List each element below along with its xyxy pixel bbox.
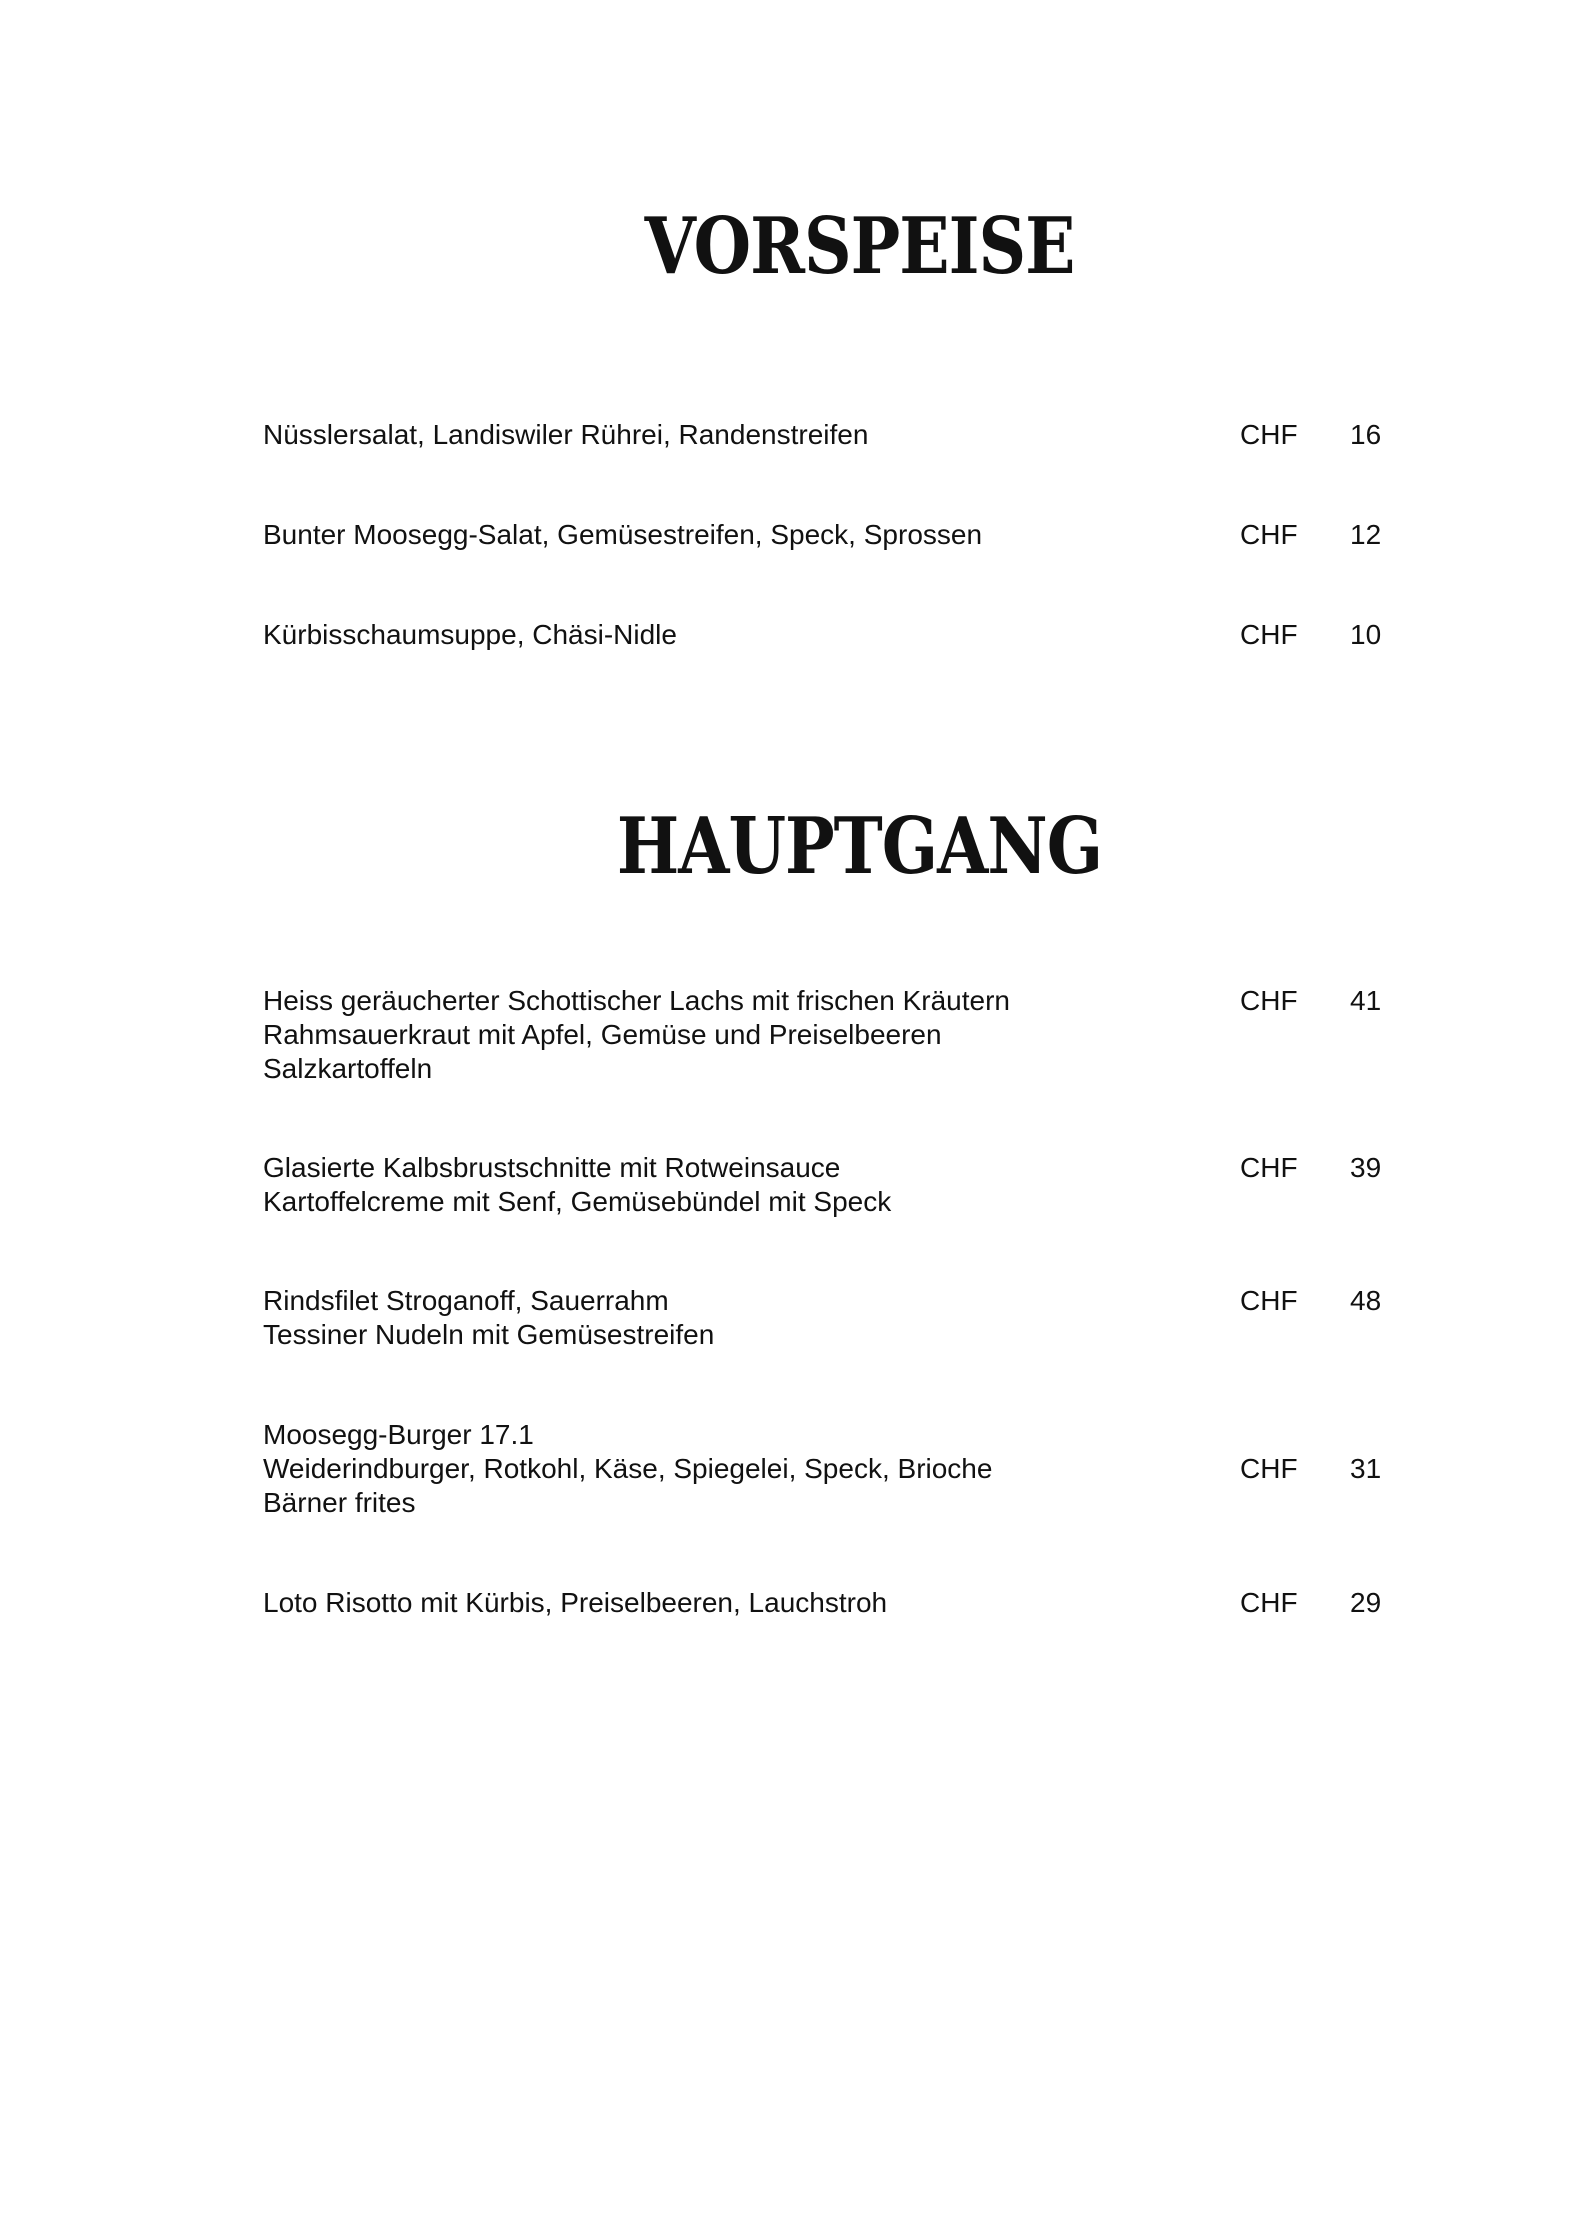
menu-item-description (263, 1586, 1163, 1620)
menu-item-description (263, 1284, 1163, 1352)
menu-item-price: 16 (1350, 419, 1382, 450)
menu-item-currency: CHF (1240, 1453, 1298, 1484)
menu-item-line: Bärner frites (263, 1487, 416, 1518)
menu-item-currency: CHF (1240, 1587, 1298, 1618)
menu-item-description (263, 618, 1163, 652)
menu-item-currency: CHF (1240, 1285, 1298, 1316)
menu-item-price: 29 (1350, 1587, 1382, 1618)
menu-item-line: Tessiner Nudeln mit Gemüsestreifen (263, 1319, 715, 1350)
menu-item-currency: CHF (1240, 419, 1298, 450)
menu-item-line: Rahmsauerkraut mit Apfel, Gemüse und Preiselbeeren (263, 1019, 942, 1050)
menu-item-line: Kürbisschaumsuppe, Chäsi-Nidle (263, 619, 677, 650)
menu-item-price: 12 (1350, 519, 1382, 550)
menu-item-description (263, 518, 1163, 552)
menu-item-description (263, 984, 1163, 1086)
menu-item-price: 41 (1350, 985, 1382, 1016)
menu-item-line: Weiderindburger, Rotkohl, Käse, Spiegelei, Speck, Brioche (263, 1453, 993, 1484)
menu-item-price: 39 (1350, 1152, 1382, 1183)
menu-item-line: Kartoffelcreme mit Senf, Gemüsebündel mit Speck (263, 1186, 892, 1217)
menu-item-line: Rindsfilet Stroganoff, Sauerrahm (263, 1285, 669, 1316)
menu-item-line: Loto Risotto mit Kürbis, Preiselbeeren, Lauchstroh (263, 1587, 888, 1618)
section-title-vorspeise: VORSPEISE (644, 200, 1075, 293)
menu-item-currency: CHF (1240, 519, 1298, 550)
menu-item-currency: CHF (1240, 619, 1298, 650)
menu-item-currency: CHF (1240, 1152, 1298, 1183)
menu-item-currency: CHF (1240, 985, 1298, 1016)
menu-item-price: 31 (1350, 1453, 1382, 1484)
menu-item-description (263, 1151, 1163, 1219)
menu-item-line: Moosegg-Burger 17.1 (263, 1419, 534, 1450)
menu-item-line: Salzkartoffeln (263, 1053, 433, 1084)
menu-item-description (263, 418, 1163, 452)
section-title-hauptgang: HAUPTGANG (616, 800, 1103, 893)
menu-item-line: Heiss geräucherter Schottischer Lachs mit frischen Kräutern (263, 985, 1010, 1016)
menu-item-price: 48 (1350, 1285, 1382, 1316)
menu-item-line: Nüsslersalat, Landiswiler Rührei, Randenstreifen (263, 419, 869, 450)
menu-item-description (263, 1418, 1163, 1520)
menu-item-line: Bunter Moosegg-Salat, Gemüsestreifen, Speck, Sprossen (263, 519, 983, 550)
menu-item-price: 10 (1350, 619, 1382, 650)
menu-item-line: Glasierte Kalbsbrustschnitte mit Rotweinsauce (263, 1152, 841, 1183)
